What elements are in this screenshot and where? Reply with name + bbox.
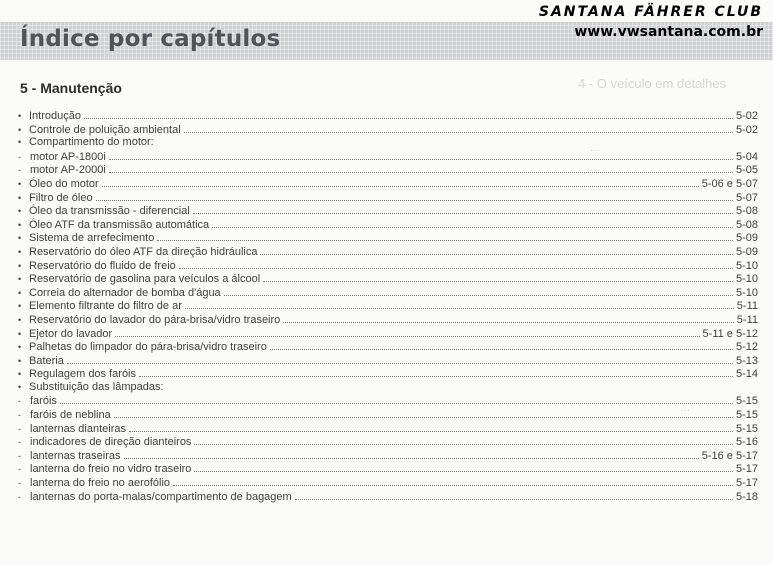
toc-entry[interactable]	[18, 218, 758, 232]
toc-entry-label: faróis de neblina	[30, 409, 111, 422]
toc-entry[interactable]	[18, 381, 758, 395]
bullet-icon: •	[18, 233, 22, 244]
toc-entry-label: motor AP-1800i	[30, 150, 106, 163]
toc-entry-label: Palhetas do limpador do pára-brisa/vidro traseiro	[29, 341, 267, 354]
toc-entry[interactable]	[18, 150, 758, 164]
toc-entry[interactable]	[18, 191, 758, 205]
toc-entry-page: 5-12	[735, 341, 758, 354]
bullet-icon: •	[18, 219, 22, 230]
dot-leader	[84, 109, 733, 119]
toc-entry-page: 5-10	[735, 273, 758, 286]
bullet-icon: •	[18, 246, 22, 257]
dash-marker: -	[18, 165, 21, 176]
toc-entry-label: Bateria	[29, 354, 64, 367]
toc-entry[interactable]	[18, 136, 758, 150]
dash-marker: -	[18, 423, 21, 434]
toc-entry-label: indicadores de direção dianteiros	[30, 436, 192, 449]
toc-entry-page: 5-16 e 5-17	[701, 449, 758, 462]
toc-entry-page: 5-08	[735, 205, 758, 218]
toc-entry[interactable]	[18, 408, 758, 422]
toc-entry-label: faróis	[30, 395, 57, 408]
dot-leader	[212, 218, 733, 228]
toc-entry[interactable]	[18, 476, 758, 490]
toc-entry[interactable]	[18, 327, 758, 341]
dot-leader	[139, 367, 733, 377]
dot-leader	[184, 123, 733, 133]
bullet-icon: •	[18, 301, 22, 312]
toc-entry[interactable]	[18, 109, 758, 123]
bullet-icon: •	[18, 287, 22, 298]
toc-entry[interactable]	[18, 245, 758, 259]
bullet-icon: •	[18, 178, 22, 189]
table-of-contents	[18, 109, 758, 503]
bullet-icon: •	[18, 314, 22, 325]
toc-entry-label: Óleo da transmissão - diferencial	[29, 205, 190, 218]
toc-entry-page: 5-11	[736, 313, 758, 326]
toc-entry-page: 5-15	[735, 409, 758, 422]
website-url[interactable]: www.vwsantana.com.br	[574, 24, 763, 40]
toc-entry-page: 5-15	[735, 395, 758, 408]
toc-entry-label: Óleo do motor	[29, 177, 99, 190]
bullet-icon: •	[18, 355, 22, 366]
toc-entry[interactable]	[18, 123, 758, 137]
dot-leader	[157, 231, 733, 241]
toc-entry-label: lanterna do freio no aerofólio	[30, 477, 171, 490]
toc-entry-page: 5-18	[735, 490, 758, 503]
dash-marker: -	[18, 478, 21, 489]
toc-entry-label: Ejetor do lavador	[29, 327, 113, 340]
dot-leader	[185, 299, 734, 309]
toc-entry[interactable]	[18, 394, 758, 408]
toc-entry[interactable]	[18, 163, 758, 177]
toc-entry[interactable]	[18, 462, 758, 476]
dot-leader	[173, 476, 733, 486]
dot-leader	[260, 245, 732, 255]
dash-marker: -	[18, 464, 21, 475]
dot-leader	[67, 354, 733, 364]
toc-entry-page: 5-05	[735, 164, 758, 177]
dash-marker: -	[18, 410, 21, 421]
dot-leader	[114, 408, 733, 418]
bullet-icon: •	[18, 274, 22, 285]
toc-entry-page: 5-17	[735, 463, 758, 476]
toc-entry-page: 5-09	[735, 232, 758, 245]
toc-entry-label: Introdução	[29, 110, 81, 122]
toc-entry-page: 5-09	[735, 245, 758, 258]
dot-leader	[224, 286, 733, 296]
dash-marker: -	[18, 437, 21, 448]
bullet-icon: •	[18, 124, 22, 135]
dot-leader	[194, 462, 733, 472]
bullet-icon: •	[18, 342, 22, 353]
dot-leader	[263, 272, 733, 282]
bullet-icon: •	[18, 381, 22, 392]
bullet-icon: •	[18, 369, 22, 380]
dot-leader	[295, 490, 733, 500]
dot-leader	[129, 422, 733, 432]
toc-entry-page: 5-14	[735, 368, 758, 381]
bullet-icon: •	[18, 192, 22, 203]
toc-entry-page: 5-07	[735, 191, 758, 204]
section-heading: 5 - Manutenção	[20, 80, 122, 96]
toc-entry-page: 5-13	[735, 354, 758, 367]
toc-entry-label: Óleo ATF da transmissão automática	[29, 218, 210, 231]
toc-entry-label: Sistema de arrefecimento	[29, 232, 155, 245]
toc-entry[interactable]	[18, 231, 758, 245]
dot-leader	[109, 150, 733, 160]
dot-leader	[194, 435, 733, 445]
toc-entry[interactable]	[18, 313, 758, 327]
dot-leader	[193, 204, 733, 214]
toc-entry[interactable]	[18, 272, 758, 286]
dot-leader	[96, 191, 733, 201]
toc-entry[interactable]	[18, 354, 758, 368]
dot-leader	[109, 163, 733, 173]
bleed-through-text: 4 - O veículo em detalhes	[578, 76, 727, 91]
dot-leader	[179, 259, 733, 269]
toc-entry[interactable]	[18, 340, 758, 354]
club-name: SANTANA FÄHRER CLUB	[538, 4, 763, 20]
toc-entry-label: Reservatório do óleo ATF da direção hidráulica	[29, 245, 258, 258]
dash-marker: -	[18, 491, 21, 502]
dot-leader	[60, 394, 733, 404]
toc-entry-label: Reservatório do lavador do pára-brisa/vidro traseiro	[29, 313, 281, 326]
toc-entry-label: Substituição das lâmpadas:	[29, 380, 164, 393]
toc-entry[interactable]	[18, 286, 758, 300]
toc-entry-label: Regulagem dos faróis	[29, 368, 137, 381]
dot-leader	[283, 313, 734, 323]
dash-marker: -	[18, 450, 21, 461]
bullet-icon: •	[18, 328, 22, 339]
toc-entry-page: 5-04	[735, 150, 758, 163]
toc-entry[interactable]	[18, 259, 758, 273]
toc-entry-label: Correia do alternador de bomba d'água	[29, 286, 221, 299]
toc-entry-label: lanterna do freio no vidro traseiro	[30, 463, 192, 476]
toc-entry-page: 5-02	[735, 110, 758, 122]
toc-entry-label: motor AP-2000i	[30, 164, 106, 177]
bullet-icon: •	[18, 260, 22, 271]
toc-entry-page: 5-10	[735, 259, 758, 272]
bullet-icon: •	[18, 137, 22, 148]
toc-entry-label: lanternas traseiras	[30, 449, 121, 462]
dot-leader	[124, 449, 699, 459]
toc-entry[interactable]	[18, 449, 758, 463]
toc-entry[interactable]	[18, 177, 758, 191]
bleed-through-text: ...	[590, 160, 601, 174]
bleed-through-text: ...	[590, 140, 601, 154]
toc-entry-label: Reservatório de gasolina para veículos a álcool	[29, 273, 261, 286]
toc-entry[interactable]	[18, 422, 758, 436]
dash-marker: -	[18, 396, 21, 407]
dot-leader	[115, 327, 699, 337]
dash-marker: -	[18, 151, 21, 162]
toc-entry-label: lanternas dianteiras	[30, 422, 127, 435]
dot-leader	[270, 340, 733, 350]
toc-entry-page: 5-10	[735, 286, 758, 299]
toc-entry-label: lanternas do porta-malas/compartimento de bagagem	[30, 490, 292, 503]
toc-entry-label: Compartimento do motor:	[29, 136, 154, 149]
toc-entry-page: 5-11	[736, 300, 758, 313]
dot-leader	[102, 177, 699, 187]
toc-entry-page: 5-16	[735, 436, 758, 449]
toc-entry-page: 5-08	[735, 218, 758, 231]
toc-entry[interactable]	[18, 490, 758, 504]
toc-entry-page: 5-06 e 5-07	[701, 177, 758, 190]
toc-entry-label: Elemento filtrante do filtro de ar	[29, 300, 182, 313]
toc-entry-label: Reservatório do fluido de freio	[29, 259, 176, 272]
toc-entry-page: 5-11 e 5-12	[702, 327, 758, 340]
toc-entry[interactable]	[18, 204, 758, 218]
toc-entry-label: Controle de poluição ambiental	[29, 123, 181, 136]
bleed-through-text: ...	[680, 400, 691, 414]
toc-entry[interactable]	[18, 299, 758, 313]
toc-entry-page: 5-15	[735, 422, 758, 435]
toc-entry[interactable]	[18, 367, 758, 381]
toc-entry-page: 5-02	[735, 123, 758, 136]
bullet-icon: •	[18, 111, 22, 121]
toc-entry-page: 5-17	[735, 477, 758, 490]
toc-entry[interactable]	[18, 435, 758, 449]
page-title: Índice por capítulos	[20, 26, 281, 52]
bullet-icon: •	[18, 206, 22, 217]
toc-entry-label: Filtro de óleo	[29, 191, 93, 204]
